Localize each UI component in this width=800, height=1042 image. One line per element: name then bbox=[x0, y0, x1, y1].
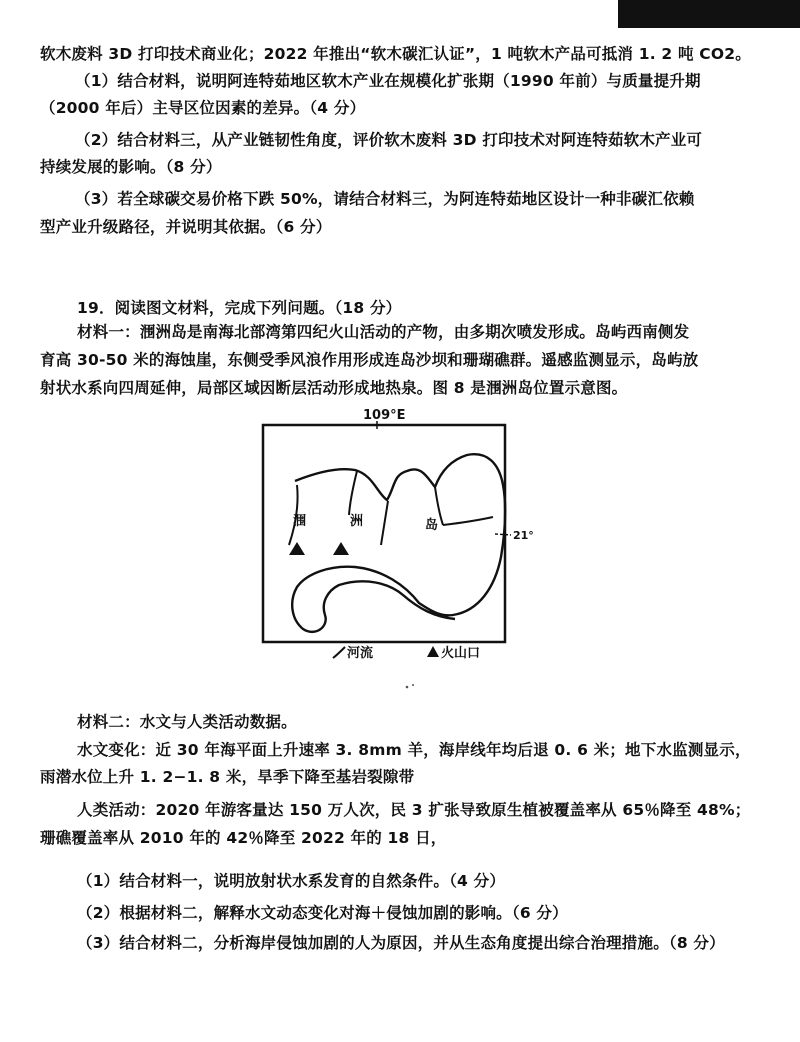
river-north bbox=[349, 471, 357, 515]
longitude-label: 109°E bbox=[363, 408, 406, 423]
river-east bbox=[443, 517, 493, 525]
q19-material1-line2: 育高 30-50 米的海蚀崖，东侧受季风浪作用形成连岛沙坝和珊瑚礁群。遥感监测显示，岛屿放 bbox=[40, 351, 699, 369]
volcano-crater-2 bbox=[333, 542, 349, 555]
river-north2 bbox=[381, 501, 388, 545]
legend-river-label: 河流 bbox=[347, 646, 374, 661]
scan-corner-mark bbox=[618, 0, 800, 28]
q19-hydro-line2: 雨潜水位上升 1. 2−1. 8 米，旱季下降至基岩裂隙带 bbox=[40, 768, 415, 786]
q18-sub1-line1: （1）结合材料，说明阿连特茹地区软木产业在规模化扩张期（1990 年前）与质量提升期 bbox=[75, 72, 701, 90]
weizhou-island-map bbox=[255, 405, 555, 695]
legend-volcano-icon bbox=[427, 646, 439, 657]
map-char-1: 涠 bbox=[293, 514, 307, 529]
q18-sub2-line2: 持续发展的影响。（8 分） bbox=[40, 158, 222, 176]
q19-material1-line3: 射状水系向四周延伸，局部区域因断层活动形成地热泉。图 8 是涠洲岛位置示意图。 bbox=[40, 379, 628, 397]
q19-material1-line1: 材料一：涠洲岛是南海北部湾第四纪火山活动的产物，由多期次喷发形成。岛屿西南侧发 bbox=[77, 323, 690, 341]
q19-material2-title: 材料二：水文与人类活动数据。 bbox=[77, 713, 297, 731]
q18-sub3-line1: （3）若全球碳交易价格下跌 50%，请结合材料三，为阿连特茹地区设计一种非碳汇依赖 bbox=[75, 190, 695, 208]
volcano-crater-1 bbox=[289, 542, 305, 555]
q19-title: 19．阅读图文材料，完成下列问题。（18 分） bbox=[77, 299, 402, 317]
map-char-2: 洲 bbox=[350, 514, 364, 529]
q19-hydro-line1: 水文变化：近 30 年海平面上升速率 3. 8mm 羊，海岸线年均后退 0. 6 米；地下水监测显示， bbox=[77, 741, 751, 759]
scan-speck bbox=[406, 686, 409, 689]
q18-sub2-line1: （2）结合材料三，从产业链韧性角度，评价软木废料 3D 打印技术对阿连特茹软木产业可 bbox=[75, 131, 703, 149]
q19-human-line2: 珊礁覆盖率从 2010 年的 42％降至 2022 年的 18 日， bbox=[40, 829, 447, 847]
legend-river-icon bbox=[333, 647, 345, 658]
q18-sub3-line2: 型产业升级路径，并说明其依据。（6 分） bbox=[40, 218, 332, 236]
q18-material-line: 软木废料 3D 打印技术商业化；2022 年推出“软木碳汇认证”，1 吨软木产品可抵消 1. 2 吨 CO2。 bbox=[40, 45, 751, 63]
island-outline bbox=[292, 454, 505, 632]
legend-volcano-label: 火山口 bbox=[441, 646, 481, 661]
q19-sub3: （3）结合材料二，分析海岸侵蚀加剧的人为原因，并从生态角度提出综合治理措施。（8 分） bbox=[77, 934, 725, 952]
q19-sub2: （2）根据材料二，解释水文动态变化对海＋侵蚀加剧的影响。（6 分） bbox=[77, 904, 568, 922]
map-figure bbox=[255, 405, 555, 695]
q19-sub1: （1）结合材料一，说明放射状水系发育的自然条件。（4 分） bbox=[77, 872, 506, 890]
map-char-3: 岛 bbox=[425, 518, 439, 533]
q18-sub1-line2: （2000 年后）主导区位因素的差异。（4 分） bbox=[40, 99, 366, 117]
q19-human-line1: 人类活动：2020 年游客量达 150 万人次，民 3 扩张导致原生植被覆盖率从 65％降至 48%； bbox=[77, 801, 751, 819]
scan-speck bbox=[412, 684, 414, 686]
latitude-label: 21° bbox=[513, 529, 534, 542]
